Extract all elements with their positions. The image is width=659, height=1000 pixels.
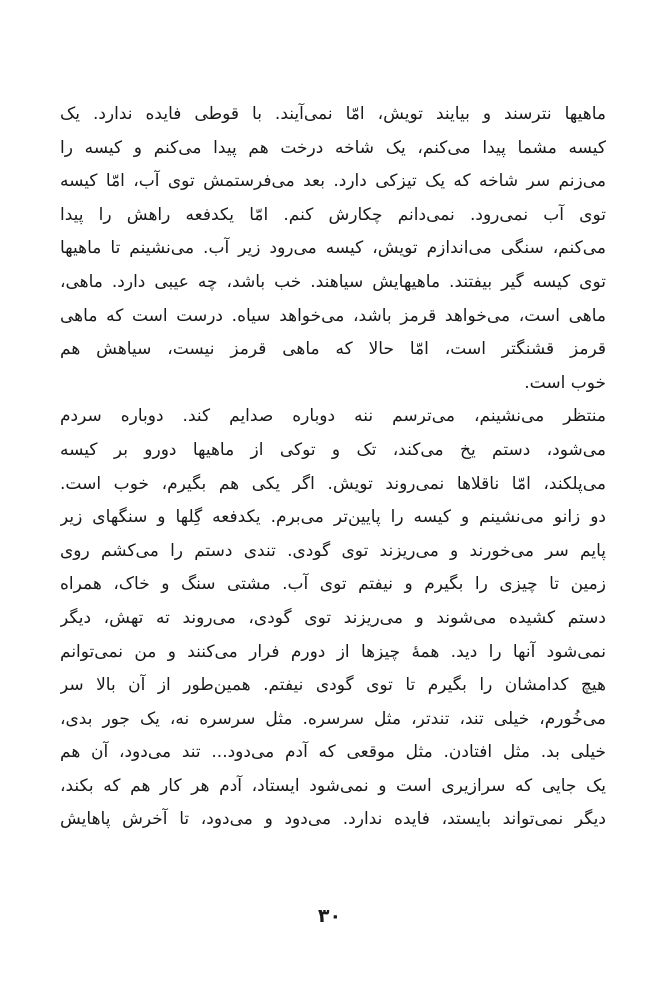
text-line: می‌کنم، سنگی می‌اندازم تویش، کیسه می‌رود زیر آب. می‌نشینم تا ماهیها — [60, 238, 606, 259]
text-line: دستم کشیده می‌شوند و می‌ریزند توی گودی، می‌روند ته تهش، دیگر — [60, 607, 606, 628]
text-line: قرمز قشنگتر است، امّا حالا که ماهی قرمز نیست، سیاهش هم — [60, 339, 606, 360]
text-line: خیلی بد. مثل افتادن. مثل موقعی که آدم می‌دود... تند می‌دود، آن هم — [60, 742, 606, 763]
text-line: پایم سر می‌خورند و می‌ریزند توی گودی. تندی دستم را می‌کشم روی — [60, 540, 606, 561]
text-line: نمی‌شود آنها را دید. همهٔ چیزها از دورم فرار می‌کنند و من نمی‌توانم — [60, 641, 606, 662]
text-line: منتظر می‌نشینم، می‌ترسم ننه دوباره صدایم کند. دوباره سردم — [60, 406, 606, 427]
text-line: می‌زنم سر شاخه که یک تیزکی دارد. بعد می‌فرستمش توی آب، امّا کیسه — [60, 171, 606, 192]
text-line: می‌خُورم، خیلی تند، تندتر، مثل سرسره. مثل سرسره نه، یک جور بدی، — [60, 708, 606, 729]
text-line: توی آب نمی‌رود. نمی‌دانم چکارش کنم. امّا یکدفعه راهش را پیدا — [60, 204, 606, 225]
text-line: توی کیسه گیر بیفتند. ماهیهایش سیاهند. خب باشد، چه عیبی دارد. ماهی، — [60, 271, 606, 292]
text-line: می‌شود، دستم یخ می‌کند، تک و توکی از ماهیها دورو بر کیسه — [60, 439, 606, 460]
text-line: دیگر نمی‌تواند بایستد، فایده ندارد. می‌دود و می‌دود، تا آخرش پاهایش — [60, 809, 606, 830]
body-text — [60, 98, 606, 837]
text-line: زمین تا چیزی را بگیرم و نیفتم توی آب. مشتی سنگ و خاک، همراه — [60, 574, 606, 595]
page-number: ۳۰ — [317, 905, 342, 927]
text-line: دو زانو می‌نشینم و کیسه را پایین‌تر می‌برم. یکدفعه گِلها و سنگهای زیر — [60, 507, 606, 528]
text-line: یک جایی که سرازیری است و نمی‌شود ایستاد، آدم هر کار هم که بکند، — [60, 775, 606, 796]
paragraph-end-line: خوب است. — [524, 372, 606, 393]
text-line: کیسه مشما پیدا می‌کنم، یک شاخه درخت هم پیدا می‌کنم و کیسه را — [60, 137, 606, 158]
text-line: می‌پلکند، امّا ناقلاها نمی‌روند تویش. اگر یکی هم بگیرم، خوب است. — [60, 473, 606, 494]
text-line: ماهی است، می‌خواهد قرمز باشد، می‌خواهد سیاه. درست است که ماهی — [60, 305, 606, 326]
text-line: هیچ کدامشان را بگیرم تا توی گودی نیفتم. همین‌طور از آن بالا سر — [60, 675, 606, 696]
text-line: ماهیها نترسند و بیایند تویش، امّا نمی‌آیند. با قوطی فایده ندارد. یک — [60, 104, 606, 124]
